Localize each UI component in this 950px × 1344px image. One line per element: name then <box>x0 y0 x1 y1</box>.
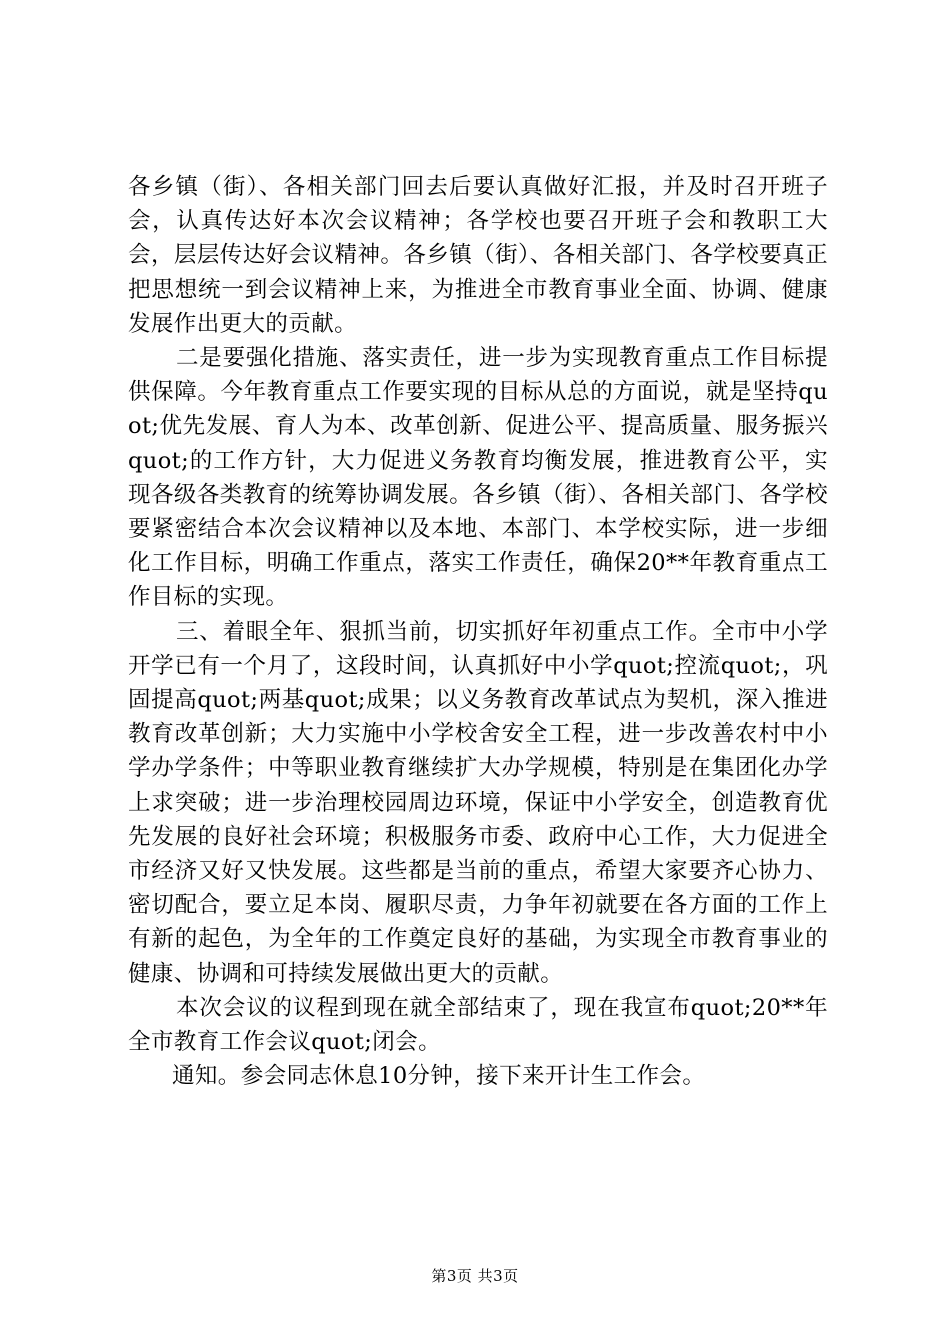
paragraph-strengthen-measures: 二是要强化措施、落实责任，进一步为实现教育重点工作目标提供保障。今年教育重点工作要实现的目标从总的方面说，就是坚持quot;优先发展、育人为本、改革创新、促进公平、提高质量、服务振兴quot;的工作方针，大力促进义务教育均衡发展，推进教育公平，实现各级各类教育的统筹协调发展。各乡镇（街）、各相关部门、各学校要紧密结合本次会议精神以及本地、本部门、本学校实际，进一步细化工作目标，明确工作重点，落实工作责任，确保20**年教育重点工作目标的实现。 <box>128 345 828 611</box>
paragraph-notice: 通知。参会同志休息10分钟，接下来开计生工作会。 <box>172 1063 706 1090</box>
paragraph-key-work: 三、着眼全年、狠抓当前，切实抓好年初重点工作。全市中小学开学已有一个月了，这段时间，认真抓好中小学quot;控流quot;，巩固提高quot;两基quot;成果；以义务教育改革试点为契机，深入推进教育改革创新；大力实施中小学校舍安全工程，进一步改善农村中小学办学条件；中等职业教育继续扩大办学规模，特别是在集团化办学上求突破；进一步治理校园周边环境，保证中小学安全，创造教育优先发展的良好社会环境；积极服务市委、政府中心工作，大力促进全市经济又好又快发展。这些都是当前的重点，希望大家要齐心协力、密切配合，要立足本岗、履职尽责，力争年初就要在各方面的工作上有新的起色，为全年的工作奠定良好的基础，为实现全市教育事业的健康、协调和可持续发展做出更大的贡献。 <box>128 618 828 987</box>
document-body <box>128 170 828 1093</box>
page-footer: 第3页 共3页 <box>431 1267 519 1285</box>
paragraph-meeting-closure: 本次会议的议程到现在就全部结束了，现在我宣布quot;20**年全市教育工作会议quot;闭会。 <box>128 994 828 1056</box>
paragraph-report-meeting: 各乡镇（街）、各相关部门回去后要认真做好汇报，并及时召开班子会，认真传达好本次会议精神；各学校也要召开班子会和教职工大会，层层传达好会议精神。各乡镇（街）、各相关部门、各学校要真正把思想统一到会议精神上来，为推进全市教育事业全面、协调、健康发展作出更大的贡献。 <box>128 174 828 337</box>
